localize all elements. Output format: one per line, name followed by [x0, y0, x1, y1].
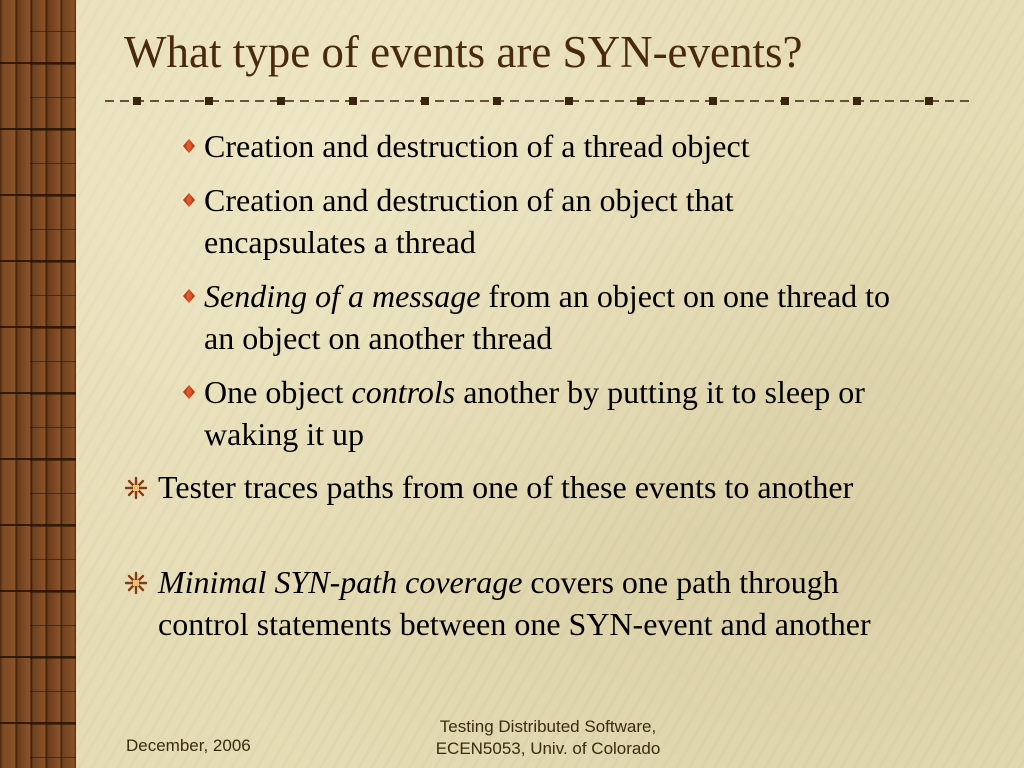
diamond-bullet-icon	[182, 192, 204, 208]
main-bullet-item	[124, 466, 914, 508]
sub-bullet-item	[182, 125, 902, 167]
sub-bullet-text: Creation and destruction of an object that encapsulates a thread	[204, 182, 734, 260]
emphasis-text: Sending of a message	[204, 278, 481, 314]
emphasis-text: Minimal SYN-path coverage	[158, 564, 523, 600]
star-bullet-icon	[124, 476, 158, 500]
diamond-bullet-icon	[182, 288, 204, 304]
sub-bullet-text: Creation and destruction of a thread object	[204, 128, 750, 164]
sub-bullet-item	[182, 275, 922, 359]
sub-bullet-item	[182, 179, 902, 263]
main-bullet-item	[124, 561, 914, 645]
sub-bullet-text: Sending of a message from an object on one thread to an object on another thread	[204, 278, 891, 356]
main-bullet-text: Tester traces paths from one of these events to another	[158, 469, 854, 505]
star-bullet-icon	[124, 571, 158, 595]
footer-date: December, 2006	[126, 736, 251, 755]
diamond-bullet-icon	[182, 138, 204, 154]
diamond-bullet-icon	[182, 384, 204, 400]
emphasis-text: controls	[351, 374, 456, 410]
main-bullet-text: Minimal SYN-path coverage covers one path through control statements between one SYN-event and another	[158, 564, 871, 642]
sub-bullet-text: One object controls another by putting it to sleep or waking it up	[204, 374, 865, 452]
footer-course-line1: Testing Distributed Software,	[439, 717, 657, 736]
footer-course-line2: ECEN5053, Univ. of Colorado	[435, 739, 661, 758]
footer-course	[410, 716, 686, 760]
slide-title: What type of events are SYN-events?	[124, 27, 803, 77]
sub-bullet-item	[182, 371, 902, 455]
